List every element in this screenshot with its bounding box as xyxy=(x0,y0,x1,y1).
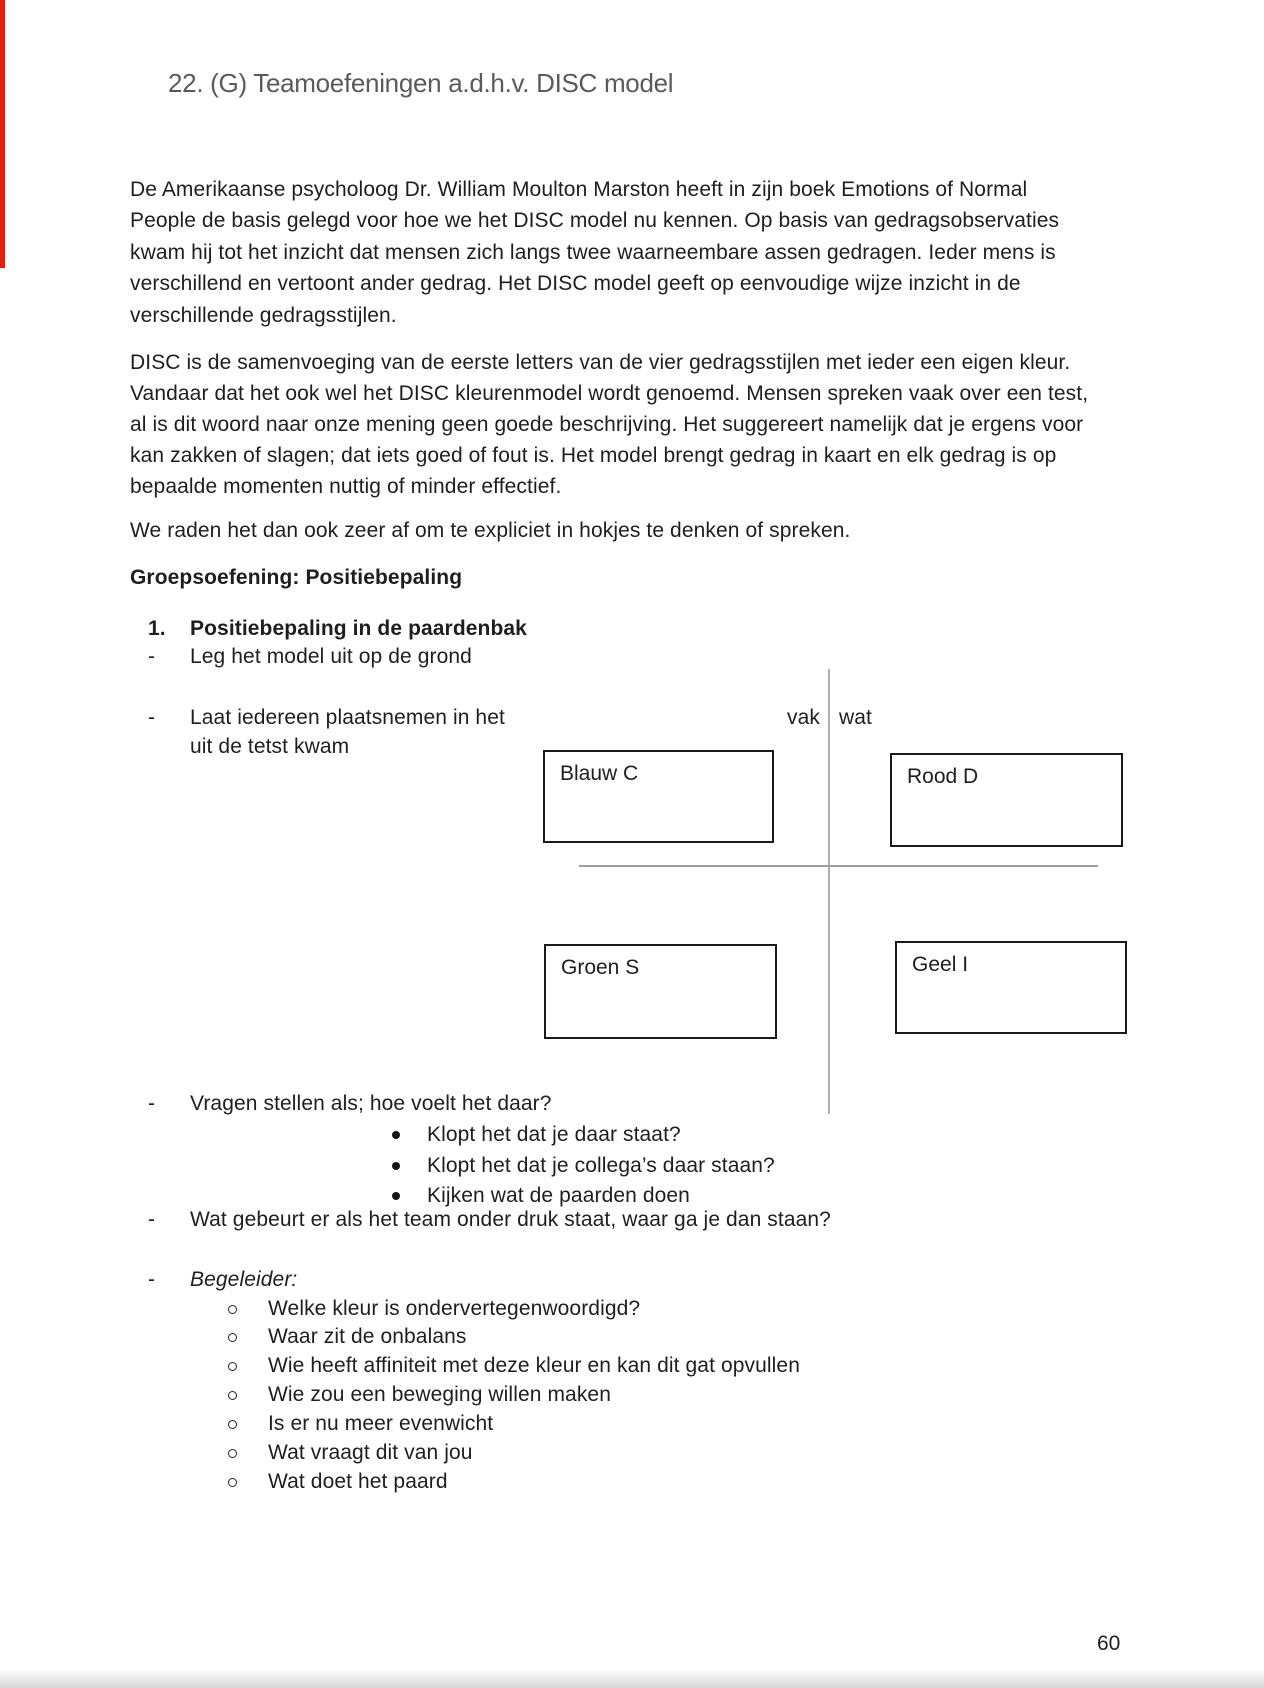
page-number: 60 xyxy=(1097,1632,1121,1655)
numbered-item xyxy=(148,618,527,639)
dash-marker: - xyxy=(148,1092,156,1115)
paragraph-line: kwam hij tot het inzicht dat mensen zich langs twee waarneembare assen gedragen. Ieder mens is xyxy=(130,241,1056,264)
bullet-icon xyxy=(392,1155,427,1176)
dash-item-text: Vragen stellen als; hoe voelt het daar? xyxy=(190,1092,552,1115)
circle-list-item xyxy=(228,1471,448,1492)
paragraph-line: kan zakken of slagen; dat iets goed of fout is. Het model brengt gedrag in kaart en elk gedrag is op xyxy=(130,444,1057,467)
diagram-vertical-axis xyxy=(828,669,830,1114)
paragraph-line: verschillend en vertoont ander gedrag. Het DISC model geeft op eenvoudige wijze inzicht in de xyxy=(130,272,1021,295)
quadrant-label: Geel I xyxy=(912,953,969,976)
circle-bullet-icon xyxy=(228,1471,268,1492)
bullet-item xyxy=(392,1185,690,1206)
red-edge-marker xyxy=(0,0,5,268)
dash-item xyxy=(148,1093,552,1114)
dash-item-text: Begeleider: xyxy=(190,1268,298,1291)
circle-list-item xyxy=(228,1384,611,1405)
quadrant-label: Rood D xyxy=(907,765,979,788)
dash-item-text: Leg het model uit op de grond xyxy=(190,645,472,668)
step-title: Positiebepaling in de paardenbak xyxy=(190,617,527,640)
dash-marker: - xyxy=(148,645,156,668)
paragraph-line: People de basis gelegd voor hoe we het DISC model nu kennen. Op basis van gedragsobservaties xyxy=(130,209,1060,232)
dash-item xyxy=(148,1269,297,1290)
dash-item xyxy=(148,1209,831,1230)
circle-item-text: Welke kleur is ondervertegenwoordigd? xyxy=(268,1297,641,1320)
quadrant-label: Blauw C xyxy=(560,762,639,785)
page-title: 22. (G) Teamoefeningen a.d.h.v. DISC model xyxy=(168,68,674,98)
circle-list-item xyxy=(228,1298,640,1319)
circle-bullet-icon xyxy=(228,1326,268,1347)
bullet-icon xyxy=(392,1185,427,1206)
page-bottom-edge xyxy=(0,1669,1264,1688)
circle-bullet-icon xyxy=(228,1355,268,1376)
circle-item-text: Waar zit de onbalans xyxy=(268,1325,467,1348)
bullet-item-text: Klopt het dat je daar staat? xyxy=(427,1123,681,1146)
quadrant-box-groen xyxy=(544,944,777,1039)
dash-item xyxy=(148,707,505,728)
circle-list-item xyxy=(228,1355,800,1376)
section-heading: Groepsoefening: Positiebepaling xyxy=(130,566,463,589)
dash-marker: - xyxy=(148,1268,156,1291)
quadrant-label: Groen S xyxy=(561,956,640,979)
circle-bullet-icon xyxy=(228,1384,268,1405)
paragraph-line: al is dit woord naar onze mening geen goede beschrijving. Het suggereert namelijk dat je ergens voor xyxy=(130,413,1084,436)
circle-item-text: Wie zou een beweging willen maken xyxy=(268,1383,611,1406)
dash-item-text: Laat iedereen plaatsnemen in het xyxy=(190,706,505,729)
dash-item-text-gap-right: wat xyxy=(839,706,872,729)
bullet-item xyxy=(392,1124,681,1145)
dash-item-continuation: uit de tetst kwam xyxy=(190,735,350,758)
quadrant-box-rood xyxy=(890,753,1123,847)
quadrant-box-blauw xyxy=(543,750,774,843)
dash-marker: - xyxy=(148,706,156,729)
paragraph-line: We raden het dan ook zeer af om te expliciet in hokjes te denken of spreken. xyxy=(130,519,851,542)
circle-list-item xyxy=(228,1442,473,1463)
paragraph-line: bepaalde momenten nuttig of minder effectief. xyxy=(130,475,562,498)
dash-item xyxy=(148,646,472,667)
circle-item-text: Wie heeft affiniteit met deze kleur en kan dit gat opvullen xyxy=(268,1354,800,1377)
dash-marker: - xyxy=(148,1208,156,1231)
quadrant-box-geel xyxy=(895,941,1127,1034)
circle-item-text: Wat doet het paard xyxy=(268,1470,448,1493)
paragraph-line: De Amerikaanse psycholoog Dr. William Moulton Marston heeft in zijn boek Emotions of Normal xyxy=(130,178,1028,201)
circle-list-item xyxy=(228,1413,493,1434)
dash-item-text: Wat gebeurt er als het team onder druk staat, waar ga je dan staan? xyxy=(190,1208,831,1231)
circle-list-item xyxy=(228,1326,467,1347)
paragraph-line: Vandaar dat het ook wel het DISC kleurenmodel wordt genoemd. Mensen spreken vaak over een test, xyxy=(130,382,1089,405)
diagram-horizontal-axis xyxy=(579,865,1098,867)
bullet-item xyxy=(392,1155,775,1176)
circle-item-text: Wat vraagt dit van jou xyxy=(268,1441,473,1464)
circle-item-text: Is er nu meer evenwicht xyxy=(268,1412,494,1435)
bullet-item-text: Kijken wat de paarden doen xyxy=(427,1184,690,1207)
bullet-item-text: Klopt het dat je collega’s daar staan? xyxy=(427,1154,775,1177)
list-number: 1. xyxy=(148,617,166,640)
circle-bullet-icon xyxy=(228,1413,268,1434)
circle-bullet-icon xyxy=(228,1442,268,1463)
circle-bullet-icon xyxy=(228,1298,268,1319)
dash-item-text-gap-left: vak xyxy=(787,706,820,729)
paragraph-line: verschillende gedragsstijlen. xyxy=(130,304,397,327)
bullet-icon xyxy=(392,1124,427,1145)
paragraph-line: DISC is de samenvoeging van de eerste letters van de vier gedragsstijlen met ieder een eigen kleur. xyxy=(130,351,1071,374)
